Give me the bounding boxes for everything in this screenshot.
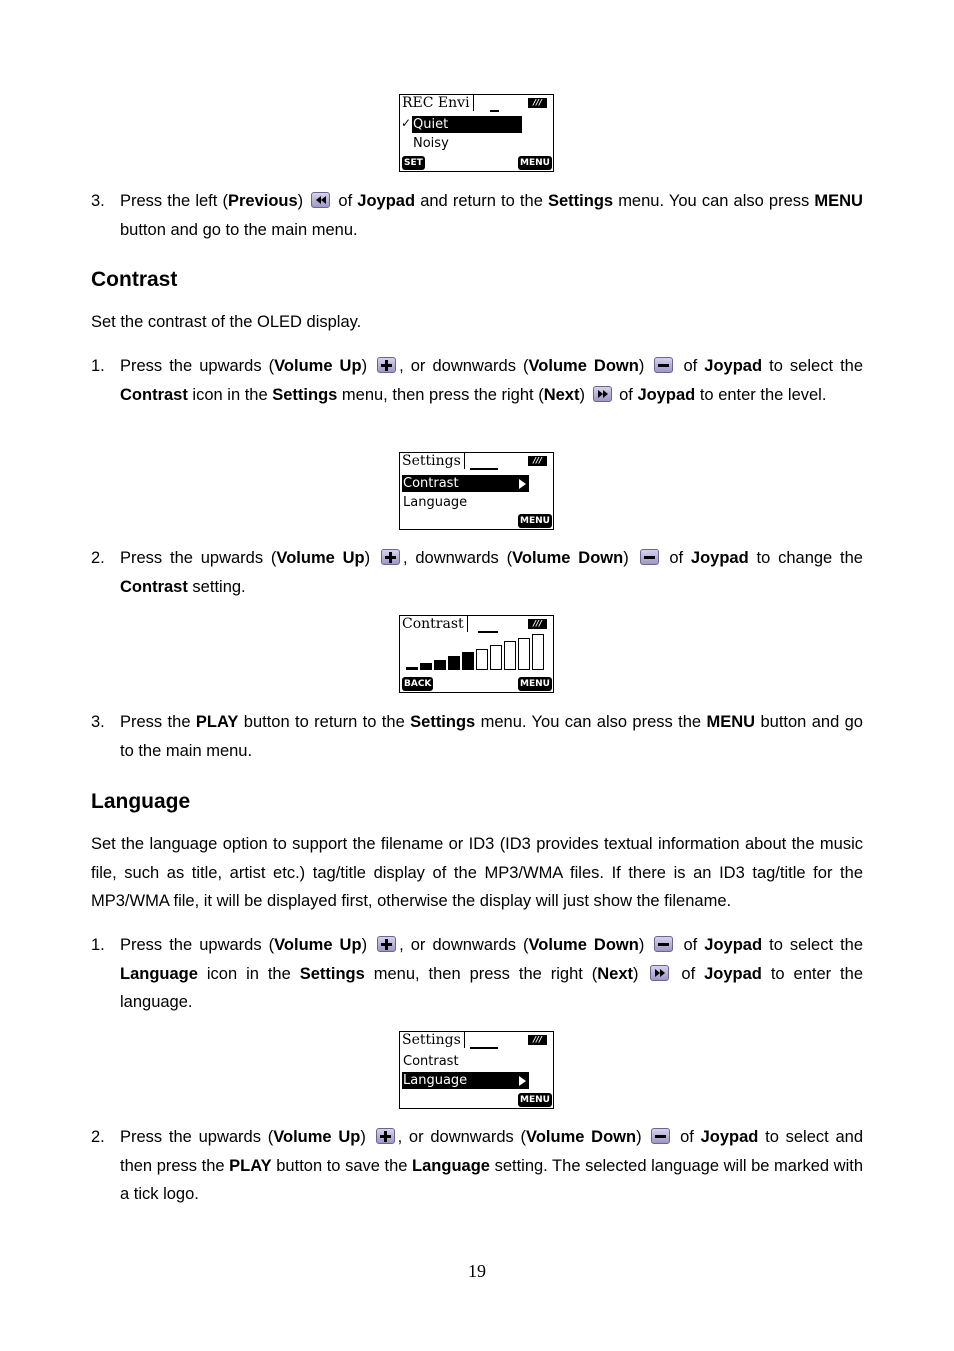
lcd-title-underline — [490, 110, 499, 112]
lcd-contrast-level-screen — [399, 615, 554, 693]
volume-down-icon — [651, 1128, 670, 1144]
list-number: 1. — [91, 936, 105, 954]
arrow-right-icon — [519, 479, 526, 489]
lcd-settings-language-screen — [399, 1031, 554, 1109]
contrast-bar — [462, 652, 474, 670]
lcd-title-underline — [470, 468, 498, 470]
list-text: Press the upwards (Volume Up) , or downwards (Volume Down) of Joypad to select and then press the PLAY button to save the Language setting. The selected language will be marked with a tick logo. — [120, 1128, 864, 1203]
lcd-title: Settings — [402, 1032, 465, 1048]
contrast-bar — [448, 656, 460, 670]
softkey-menu: MENU — [520, 158, 550, 168]
lcd-item-contrast: Contrast — [402, 475, 529, 492]
volume-down-icon — [640, 549, 659, 565]
section-heading-contrast: Contrast — [91, 268, 178, 291]
next-icon — [650, 965, 669, 981]
lcd-title: Contrast — [402, 616, 468, 632]
lcd-title: REC Envi — [402, 95, 474, 111]
volume-down-icon — [654, 936, 673, 952]
list-text: Press the left (Previous) of Joypad and return to the Settings menu. You can also press MENU button and go to the main menu. — [120, 192, 863, 239]
list-number: 2. — [91, 549, 105, 567]
contrast-bar — [476, 649, 488, 670]
battery-icon: /// — [528, 98, 547, 108]
contrast-bar — [504, 641, 516, 670]
lcd-item-noisy: Noisy — [413, 136, 449, 151]
list-text: Press the PLAY button to return to the Settings menu. You can also press the MENU button and go to the main menu. — [120, 713, 863, 760]
contrast-bar — [434, 660, 446, 670]
next-icon — [593, 386, 612, 402]
section-intro-language: Set the language option to support the filename or ID3 (ID3 provides textual information about the music file, such as title, artist etc.) tag/title display of the MP3/WMA files. If there is an ID3 tag/title for the MP3/WMA file, it will be displayed first, otherwise the display will just show the filename. — [91, 835, 863, 910]
section-intro-contrast: Set the contrast of the OLED display. — [91, 313, 362, 331]
battery-icon: /// — [528, 1035, 547, 1045]
lcd-settings-contrast-screen — [399, 452, 554, 530]
lcd-title-underline — [478, 631, 498, 633]
volume-up-icon — [381, 549, 400, 565]
lcd-title-underline — [470, 1047, 498, 1049]
list-text: Press the upwards (Volume Up) , or downwards (Volume Down) of Joypad to select the Contrast icon in the Settings menu, then press the right (Next) of Joypad to enter the level. — [120, 357, 864, 404]
softkey-menu: MENU — [520, 679, 550, 689]
page-number: 19 — [468, 1261, 486, 1281]
list-number: 2. — [91, 1128, 105, 1146]
softkey-set: SET — [404, 158, 423, 168]
list-number: 1. — [91, 357, 105, 375]
lcd-title: Settings — [402, 453, 465, 469]
list-text: Press the upwards (Volume Up) , or downwards (Volume Down) of Joypad to select the Language icon in the Settings menu, then press the right (Next) of Joypad to enter the language. — [120, 936, 864, 1011]
battery-icon: /// — [528, 619, 547, 629]
volume-up-icon — [376, 1128, 395, 1144]
contrast-bar — [532, 634, 544, 670]
arrow-right-icon — [519, 1076, 526, 1086]
lcd-item-quiet: Quiet — [412, 116, 522, 133]
lcd-rec-envi-screen — [399, 94, 554, 172]
list-number: 3. — [91, 713, 105, 731]
battery-icon: /// — [528, 456, 547, 466]
section-heading-language: Language — [91, 790, 191, 813]
softkey-menu: MENU — [520, 1095, 550, 1105]
contrast-bar — [490, 645, 502, 670]
softkey-menu: MENU — [520, 516, 550, 526]
previous-icon — [311, 192, 330, 208]
list-number: 3. — [91, 192, 105, 210]
tick-icon: ✓ — [401, 116, 412, 130]
contrast-bar — [406, 667, 418, 670]
contrast-bar — [518, 638, 530, 670]
softkey-back: BACK — [404, 679, 432, 689]
lcd-item-language: Language — [402, 1072, 529, 1089]
contrast-bar — [420, 663, 432, 670]
list-text: Press the upwards (Volume Up) , downwards (Volume Down) of Joypad to change the Contrast setting. — [120, 549, 863, 596]
volume-up-icon — [377, 936, 396, 952]
volume-up-icon — [377, 357, 396, 373]
lcd-item-language: Language — [403, 495, 468, 510]
lcd-item-contrast: Contrast — [403, 1054, 459, 1069]
volume-down-icon — [654, 357, 673, 373]
